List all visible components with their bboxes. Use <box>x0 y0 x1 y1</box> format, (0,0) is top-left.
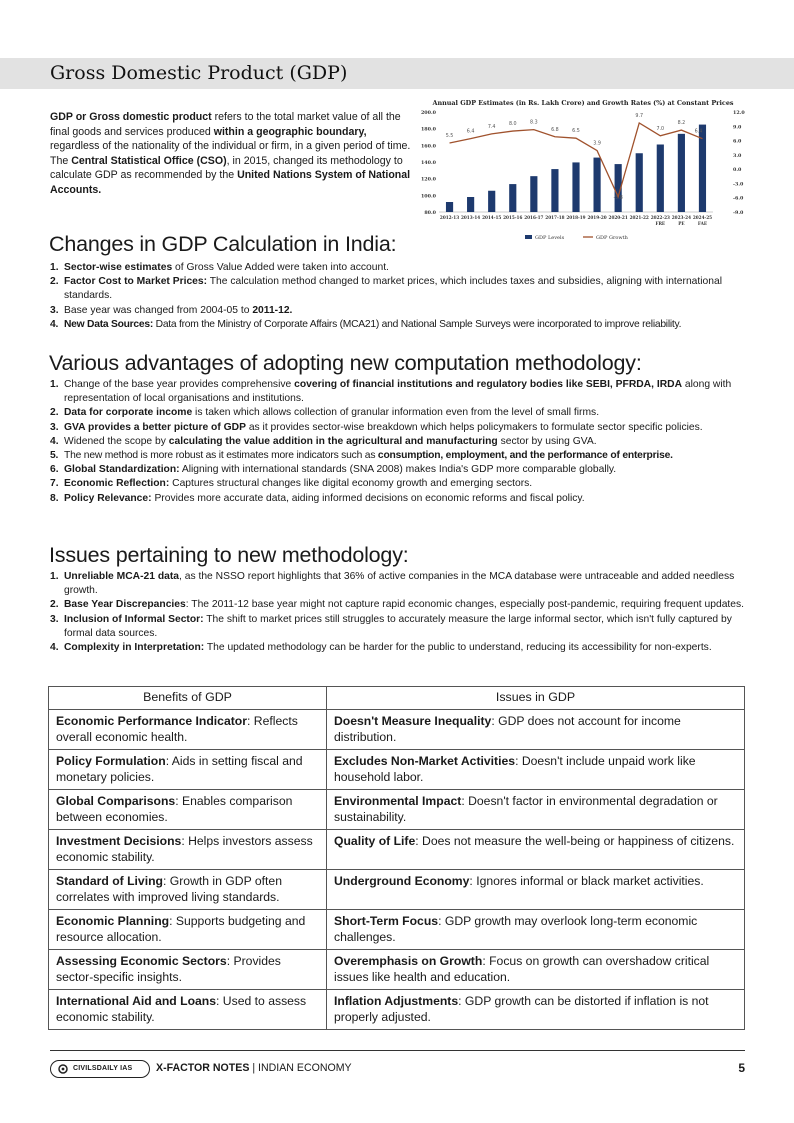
list-item: 3. Inclusion of Informal Sector: The shift to market prices still struggles to accurately measure the large informal sector, which isn't fully captured by formal data sources. <box>50 613 732 639</box>
section-title-changes: Changes in GDP Calculation in India: <box>49 232 397 256</box>
list-item: 1. Sector-wise estimates of Gross Value Added were taken into account. <box>50 262 389 273</box>
x-tick-label: 2015-16 <box>503 215 523 220</box>
list-item: 2. Data for corporate income is taken which allows collection of granular information even from the level of small firms. <box>50 407 600 419</box>
issue-cell: Overemphasis on Growth: Focus on growth can overshadow critical issues like health and education. <box>327 950 745 990</box>
y-left-tick-label: 100.0 <box>420 193 436 200</box>
logo-icon <box>58 1064 68 1074</box>
x-tick-label: 2020-21 <box>608 215 628 220</box>
growth-data-label: 7.0 <box>656 126 665 132</box>
list-item: 8. Policy Relevance: Provides more accurate data, aiding informed decisions on economic reforms and fiscal policy. <box>50 492 585 504</box>
y-right-tick-label: -3.0 <box>733 181 744 188</box>
growth-data-label: 8.2 <box>677 121 686 127</box>
y-left-tick-label: 200.0 <box>420 110 436 116</box>
gdp-bar <box>572 162 579 212</box>
benefit-cell: Standard of Living: Growth in GDP often correlates with improved living standards. <box>49 870 327 910</box>
table-row <box>49 870 745 910</box>
intro-paragraph-1: GDP or Gross domestic product refers to the total market value of all the final goods and services produced within a geographic boundary, regardless of the nationality of the individual or firm, in a given period of time. <box>50 111 411 153</box>
table-header-row <box>49 687 745 710</box>
legend-label-bars: GDP Levels <box>535 235 565 241</box>
growth-data-label: -5.8 <box>613 195 623 201</box>
y-left-tick-label: 160.0 <box>420 143 436 150</box>
list-item: 1. Unreliable MCA-21 data, as the NSSO report highlights that 36% of active companies in the MCA database were untraceable and added needless growth. <box>50 571 735 597</box>
footer-divider <box>50 1050 745 1051</box>
issue-cell: Environmental Impact: Doesn't factor in environmental degradation or sustainability. <box>327 790 745 830</box>
list-item: 1. Change of the base year provides comprehensive covering of financial institutions and regulatory bodies like SEBI, PFRDA, IRDA along with representation of local organisations and institutions. <box>50 379 732 405</box>
section-title-advantages: Various advantages of adopting new computation methodology: <box>49 351 642 375</box>
gdp-chart <box>415 96 750 248</box>
table-row <box>49 830 745 870</box>
x-tick-sublabel: FAE <box>697 221 708 226</box>
table-row <box>49 910 745 950</box>
list-item: 2. Factor Cost to Market Prices: The calculation method changed to market prices, which includes taxes and subsidies, aligning with international standards. <box>50 276 723 302</box>
benefit-cell: Global Comparisons: Enables comparison between economies. <box>49 790 327 830</box>
gdp-bar <box>509 184 516 212</box>
x-tick-label: 2016-17 <box>524 215 544 220</box>
y-right-tick-label: -6.0 <box>733 195 744 202</box>
growth-data-label: 6.5 <box>572 129 580 135</box>
benefit-cell: Policy Formulation: Aids in setting fiscal and monetary policies. <box>49 750 327 790</box>
intro-paragraph-2: The Central Statistical Office (CSO), in 2015, changed its methodology to calculate GDP as recommended by the United Nations System of National Accounts. <box>50 154 411 196</box>
table-row <box>49 950 745 990</box>
y-right-tick-label: -9.0 <box>733 210 744 216</box>
y-right-tick-label: 6.0 <box>733 138 742 145</box>
growth-data-label: 3.9 <box>593 141 601 147</box>
x-tick-label: 2019-20 <box>587 215 607 220</box>
issues-list <box>50 570 750 655</box>
header-issues: Issues in GDP <box>327 687 745 710</box>
page-title: Gross Domestic Product (GDP) <box>50 62 348 84</box>
list-item: 3. Base year was changed from 2004-05 to 2011-12. <box>50 304 293 316</box>
x-tick-label: 2023-24 <box>671 215 692 220</box>
list-item: 4. Widened the scope by calculating the value addition in the agricultural and manufacturing sector by using GVA. <box>50 435 597 447</box>
issue-cell: Excludes Non-Market Activities: Doesn't include unpaid work like household labor. <box>327 750 745 790</box>
benefit-cell: Economic Planning: Supports budgeting and resource allocation. <box>49 910 327 950</box>
legend-label-line: GDP Growth <box>596 235 628 241</box>
y-right-tick-label: 0.0 <box>733 167 742 174</box>
benefit-cell: Investment Decisions: Helps investors assess economic stability. <box>49 830 327 870</box>
growth-data-label: 8.0 <box>508 122 517 128</box>
list-item: 2. Base Year Discrepancies: The 2011-12 base year might not capture rapid economic changes, especially post-pandemic, requiring frequent updates. <box>50 599 745 611</box>
list-item: 6. Global Standardization: Aligning with international standards (SNA 2008) makes India's GDP more comparable globally. <box>50 464 617 476</box>
x-tick-label: 2018-19 <box>566 215 586 220</box>
issue-cell: Short-Term Focus: GDP growth may overlook long-term economic challenges. <box>327 910 745 950</box>
civilsdaily-logo: CIVILSDAILY IAS <box>50 1060 150 1078</box>
gdp-bar <box>551 169 558 212</box>
x-tick-label: 2022-23 <box>650 215 670 220</box>
table-row <box>49 710 745 750</box>
issue-cell: Quality of Life: Does not measure the well-being or happiness of citizens. <box>327 830 745 870</box>
gdp-bar <box>657 145 664 213</box>
table-row <box>49 750 745 790</box>
benefit-cell: Assessing Economic Sectors: Provides sector-specific insights. <box>49 950 327 990</box>
growth-data-label: 6.4 <box>466 129 475 135</box>
footer <box>50 1059 745 1079</box>
benefit-cell: Economic Performance Indicator: Reflects overall economic health. <box>49 710 327 750</box>
gdp-bar <box>446 202 453 212</box>
chart-title: Annual GDP Estimates (in Rs. Lakh Crore) and Growth Rates (%) at Constant Prices <box>432 99 734 107</box>
gdp-bar <box>636 153 643 212</box>
gdp-bar <box>678 134 685 212</box>
x-tick-label: 2017-18 <box>545 215 565 220</box>
section-title-issues: Issues pertaining to new methodology: <box>49 543 409 567</box>
advantages-list <box>50 378 750 506</box>
table-row <box>49 790 745 830</box>
benefit-cell: International Aid and Loans: Used to assess economic stability. <box>49 990 327 1030</box>
footer-notes: X-FACTOR NOTES | INDIAN ECONOMY <box>156 1062 352 1074</box>
growth-data-label: 9.7 <box>635 113 644 119</box>
y-left-tick-label: 180.0 <box>420 126 436 133</box>
growth-data-label: 6.4 <box>694 129 703 135</box>
list-item: 5. The new method is more robust as it estimates more indicators such as consumption, employment, and the performance of enterprise. <box>50 450 673 462</box>
growth-data-label: 5.5 <box>445 133 454 139</box>
list-item: 4. New Data Sources: Data from the Ministry of Corporate Affairs (MCA21) and National Sample Surveys were incorporated to improve reliability. <box>50 318 682 330</box>
intro-text <box>50 110 412 198</box>
table-row <box>49 990 745 1030</box>
benefits-issues-table <box>48 686 745 1030</box>
growth-data-label: 8.3 <box>530 120 538 126</box>
legend-swatch-bars <box>525 235 532 239</box>
growth-data-label: 7.4 <box>487 124 496 130</box>
list-item: 7. Economic Reflection: Captures structural changes like digital economy growth and emerging sectors. <box>50 478 533 490</box>
y-left-tick-label: 120.0 <box>420 176 436 183</box>
x-tick-label: 2021-22 <box>629 215 649 220</box>
y-left-tick-label: 80.0 <box>424 210 436 216</box>
changes-list <box>50 261 750 332</box>
list-item: 3. GVA provides a better picture of GDP as it provides sector-wise breakdown which helps policymakers to formulate sector specific policies. <box>50 421 703 433</box>
issue-cell: Doesn't Measure Inequality: GDP does not account for income distribution. <box>327 710 745 750</box>
y-right-tick-label: 12.0 <box>733 110 745 116</box>
gdp-bar <box>530 176 537 212</box>
y-right-tick-label: 9.0 <box>733 124 742 131</box>
y-left-tick-label: 140.0 <box>420 160 436 166</box>
gdp-bar <box>593 158 600 212</box>
issue-cell: Underground Economy: Ignores informal or black market activities. <box>327 870 745 910</box>
list-item: 4. Complexity in Interpretation: The updated methodology can be harder for the public to understand, reducing its accessibility for non-experts. <box>50 642 712 654</box>
y-right-tick-label: 3.0 <box>733 152 742 159</box>
gdp-bar <box>467 197 474 212</box>
x-tick-sublabel: PE <box>678 221 685 226</box>
page-number: 5 <box>738 1061 745 1075</box>
x-tick-label: 2013-14 <box>460 215 481 220</box>
x-tick-label: 2014-15 <box>482 215 502 220</box>
x-tick-sublabel: FRE <box>655 221 666 226</box>
issue-cell: Inflation Adjustments: GDP growth can be distorted if inflation is not properly adjusted. <box>327 990 745 1030</box>
growth-data-label: 6.8 <box>551 127 559 133</box>
gdp-bar <box>488 191 495 212</box>
x-tick-label: 2012-13 <box>439 215 460 220</box>
x-tick-label: 2024-25 <box>692 215 713 220</box>
header-benefits: Benefits of GDP <box>49 687 327 710</box>
